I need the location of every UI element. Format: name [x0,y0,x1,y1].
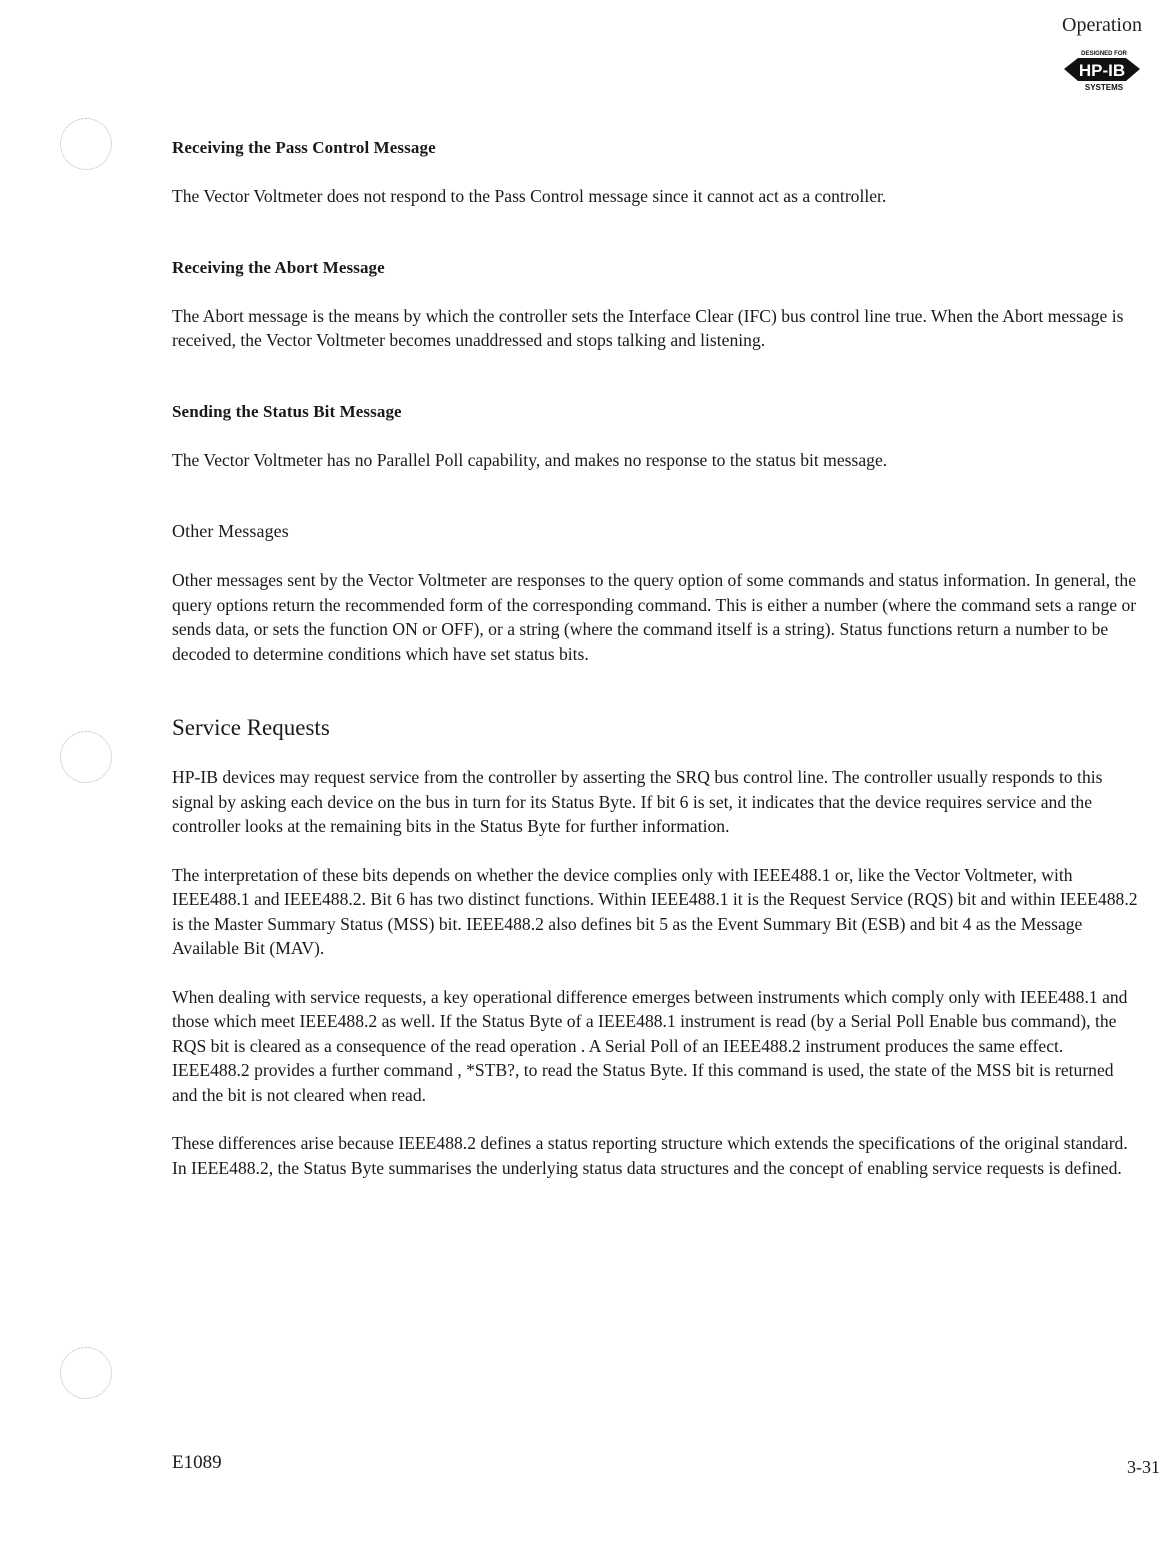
footer-page-number: 3-31 [1127,1457,1160,1477]
logo-main-text: HP-IB [1078,61,1126,80]
abort-body: The Abort message is the means by which the controller sets the Interface Clear (IFC) bus control line true. When the Abort message is received, the Vector Voltmeter becomes unaddressed and stops talking and listening. [172,305,1124,350]
section-status-bit [172,402,1138,473]
abort-heading: Receiving the Abort Message [172,257,385,277]
service-requests-heading: Service Requests [172,715,330,740]
logo-top-text: DESIGNED FOR [1081,51,1127,57]
service-requests-paragraph-1: HP-IB devices may request service from the controller by asserting the SRQ bus control line. The controller usually responds to this signal by asking each device on the bus in turn for its Status Byte. If bit 6 is set, it indicates that the device requires service and the controller looks at the remaining bits in the Status Byte for further information. [172,767,1103,836]
hp-ib-logo [1062,48,1142,94]
status-bit-body: The Vector Voltmeter has no Parallel Poll capability, and makes no response to the status bit message. [172,449,888,470]
footer-model-number: E1089 [172,1452,222,1473]
service-requests-paragraph-3: When dealing with service requests, a key operational difference emerges between instruments which comply only with IEEE488.1 and those which meet IEEE488.2 as well. If the Status Byte of a IEEE488.1 instrument is read (by a Serial Poll Enable bus command), the RQS bit is cleared as a consequence of the read operation . A Serial Poll of an IEEE488.2 instrument produces the same effect. IEEE488.2 provides a further command , *STB?, to read the Status Byte. If this command is used, the state of the MSS bit is returned and the bit is not cleared when read. [172,986,1128,1105]
status-bit-heading: Sending the Status Bit Message [172,401,402,421]
section-service-requests [172,715,1138,1180]
page-header-section: Operation [1062,14,1142,36]
logo-bottom-text: SYSTEMS [1084,83,1124,92]
section-abort [172,258,1138,353]
other-messages-heading: Other Messages [172,521,289,541]
punch-hole-top [60,118,112,170]
section-other-messages [172,521,1138,666]
punch-hole-bottom [60,1347,112,1399]
service-requests-paragraph-2: The interpretation of these bits depends on whether the device complies only with IEEE488.1 or, like the Vector Voltmeter, with IEEE488.1 and IEEE488.2. Bit 6 has two distinct functions. Within IEEE488.1 it is the Request Service (RQS) bit and within IEEE488.2 is the Master Summary Status (MSS) bit. IEEE488.2 also defines bit 5 as the Event Summary Bit (ESB) and bit 4 as the Message Available Bit (MAV). [172,864,1138,958]
pass-control-heading: Receiving the Pass Control Message [172,138,436,157]
other-messages-body: Other messages sent by the Vector Voltmeter are responses to the query option of some commands and status information. In general, the query options return the recommended form of the corresponding command. This is either a number (where the command sets a range or sends data, or sets the function ON or OFF), or a string (where the command itself is a string). Status functions return a number to be decoded to determine conditions which have set status bits. [172,570,1137,664]
page-content [172,138,1138,1204]
section-pass-control [172,138,1138,209]
punch-hole-middle [60,731,112,783]
pass-control-body: The Vector Voltmeter does not respond to the Pass Control message since it cannot act as a controller. [172,186,887,206]
service-requests-paragraph-4: These differences arise because IEEE488.2 defines a status reporting structure which extends the specifications of the original standard. In IEEE488.2, the Status Byte summarises the underlying status data structures and the concept of enabling service requests is defined. [172,1133,1128,1178]
